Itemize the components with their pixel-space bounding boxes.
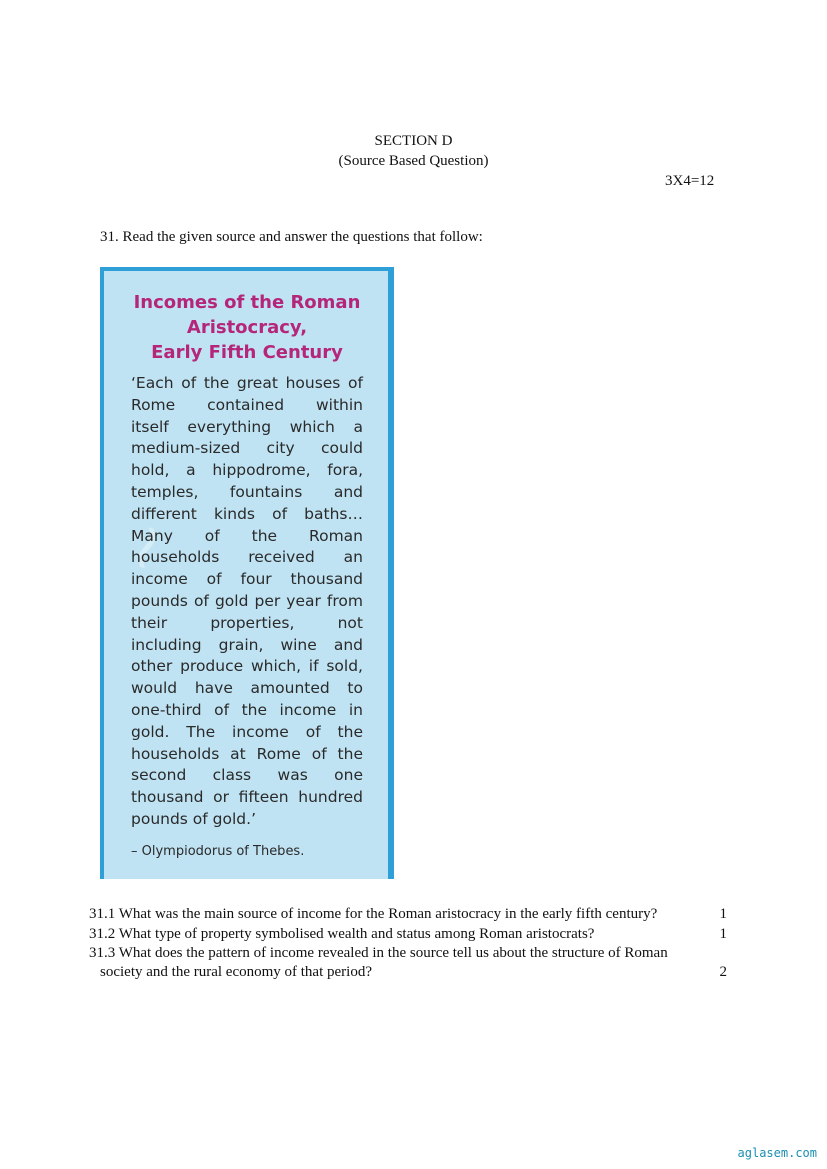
subquestion-31-1 <box>89 905 727 925</box>
source-quote-line: pounds of gold per year from <box>131 591 363 610</box>
subquestion-marks: 1 <box>719 906 727 922</box>
source-quote-line: Many of the Roman <box>131 526 363 545</box>
source-quote-line: gold. The income of the <box>131 722 363 741</box>
subquestion-text: 31.2 What type of property symbolised wealth and status among Roman aristocrats? <box>89 926 595 942</box>
question-intro: 31. Read the given source and answer the questions that follow: <box>100 229 483 245</box>
source-quote-line: their properties, not <box>131 613 363 632</box>
watermark-graphic: ~ <box>102 509 190 586</box>
source-title-line: Early Fifth Century <box>151 342 343 363</box>
source-quote-line: households at Rome of the <box>131 744 363 763</box>
subquestion-text: society and the rural economy of that period? <box>100 964 372 980</box>
source-title <box>100 290 394 365</box>
source-quote <box>131 373 363 831</box>
subquestion-text: 31.3 What does the pattern of income revealed in the source tell us about the structure of Roman <box>89 945 668 961</box>
source-quote-line: thousand or fifteen hundred <box>131 788 363 807</box>
source-quote-line: pounds of gold.’ <box>131 809 256 828</box>
source-quote-line: second class was one <box>131 766 363 785</box>
source-quote-line: income of four thousand <box>131 570 363 589</box>
section-subtitle: (Source Based Question) <box>338 153 489 169</box>
subquestion-marks: 1 <box>719 926 727 942</box>
subquestion-31-3-continuation <box>100 963 727 983</box>
section-title: SECTION D <box>374 133 453 149</box>
subquestion-marks: 2 <box>719 964 727 980</box>
source-attribution: – Olympiodorus of Thebes. <box>131 844 305 859</box>
section-marks: 3X4=12 <box>665 173 715 189</box>
source-quote-line: ‘Each of the great houses of <box>131 374 363 392</box>
subquestion-text: 31.1 What was the main source of income for the Roman aristocracy in the early fifth century? <box>89 906 658 922</box>
source-quote-line: including grain, wine and <box>131 635 363 654</box>
source-title-line: Incomes of the Roman <box>133 292 361 313</box>
source-quote-line: would have amounted to <box>131 679 363 698</box>
source-quote-line: households received an <box>131 548 363 567</box>
source-quote-line: other produce which, if sold, <box>131 657 363 676</box>
source-quote-line: Rome contained within <box>131 395 363 414</box>
source-quote-line: temples, fountains and <box>131 482 363 501</box>
source-quote-line: hold, a hippodrome, fora, <box>131 461 363 480</box>
subquestion-31-2 <box>89 925 727 945</box>
source-title-line: Aristocracy, <box>186 317 308 338</box>
source-quote-line: different kinds of baths… <box>131 504 363 523</box>
source-quote-line: itself everything which a <box>131 417 363 436</box>
source-quote-line: one-third of the income in <box>131 700 363 719</box>
source-quote-line: medium-sized city could <box>131 439 363 458</box>
footer-site[interactable]: aglasem.com <box>737 1146 817 1160</box>
